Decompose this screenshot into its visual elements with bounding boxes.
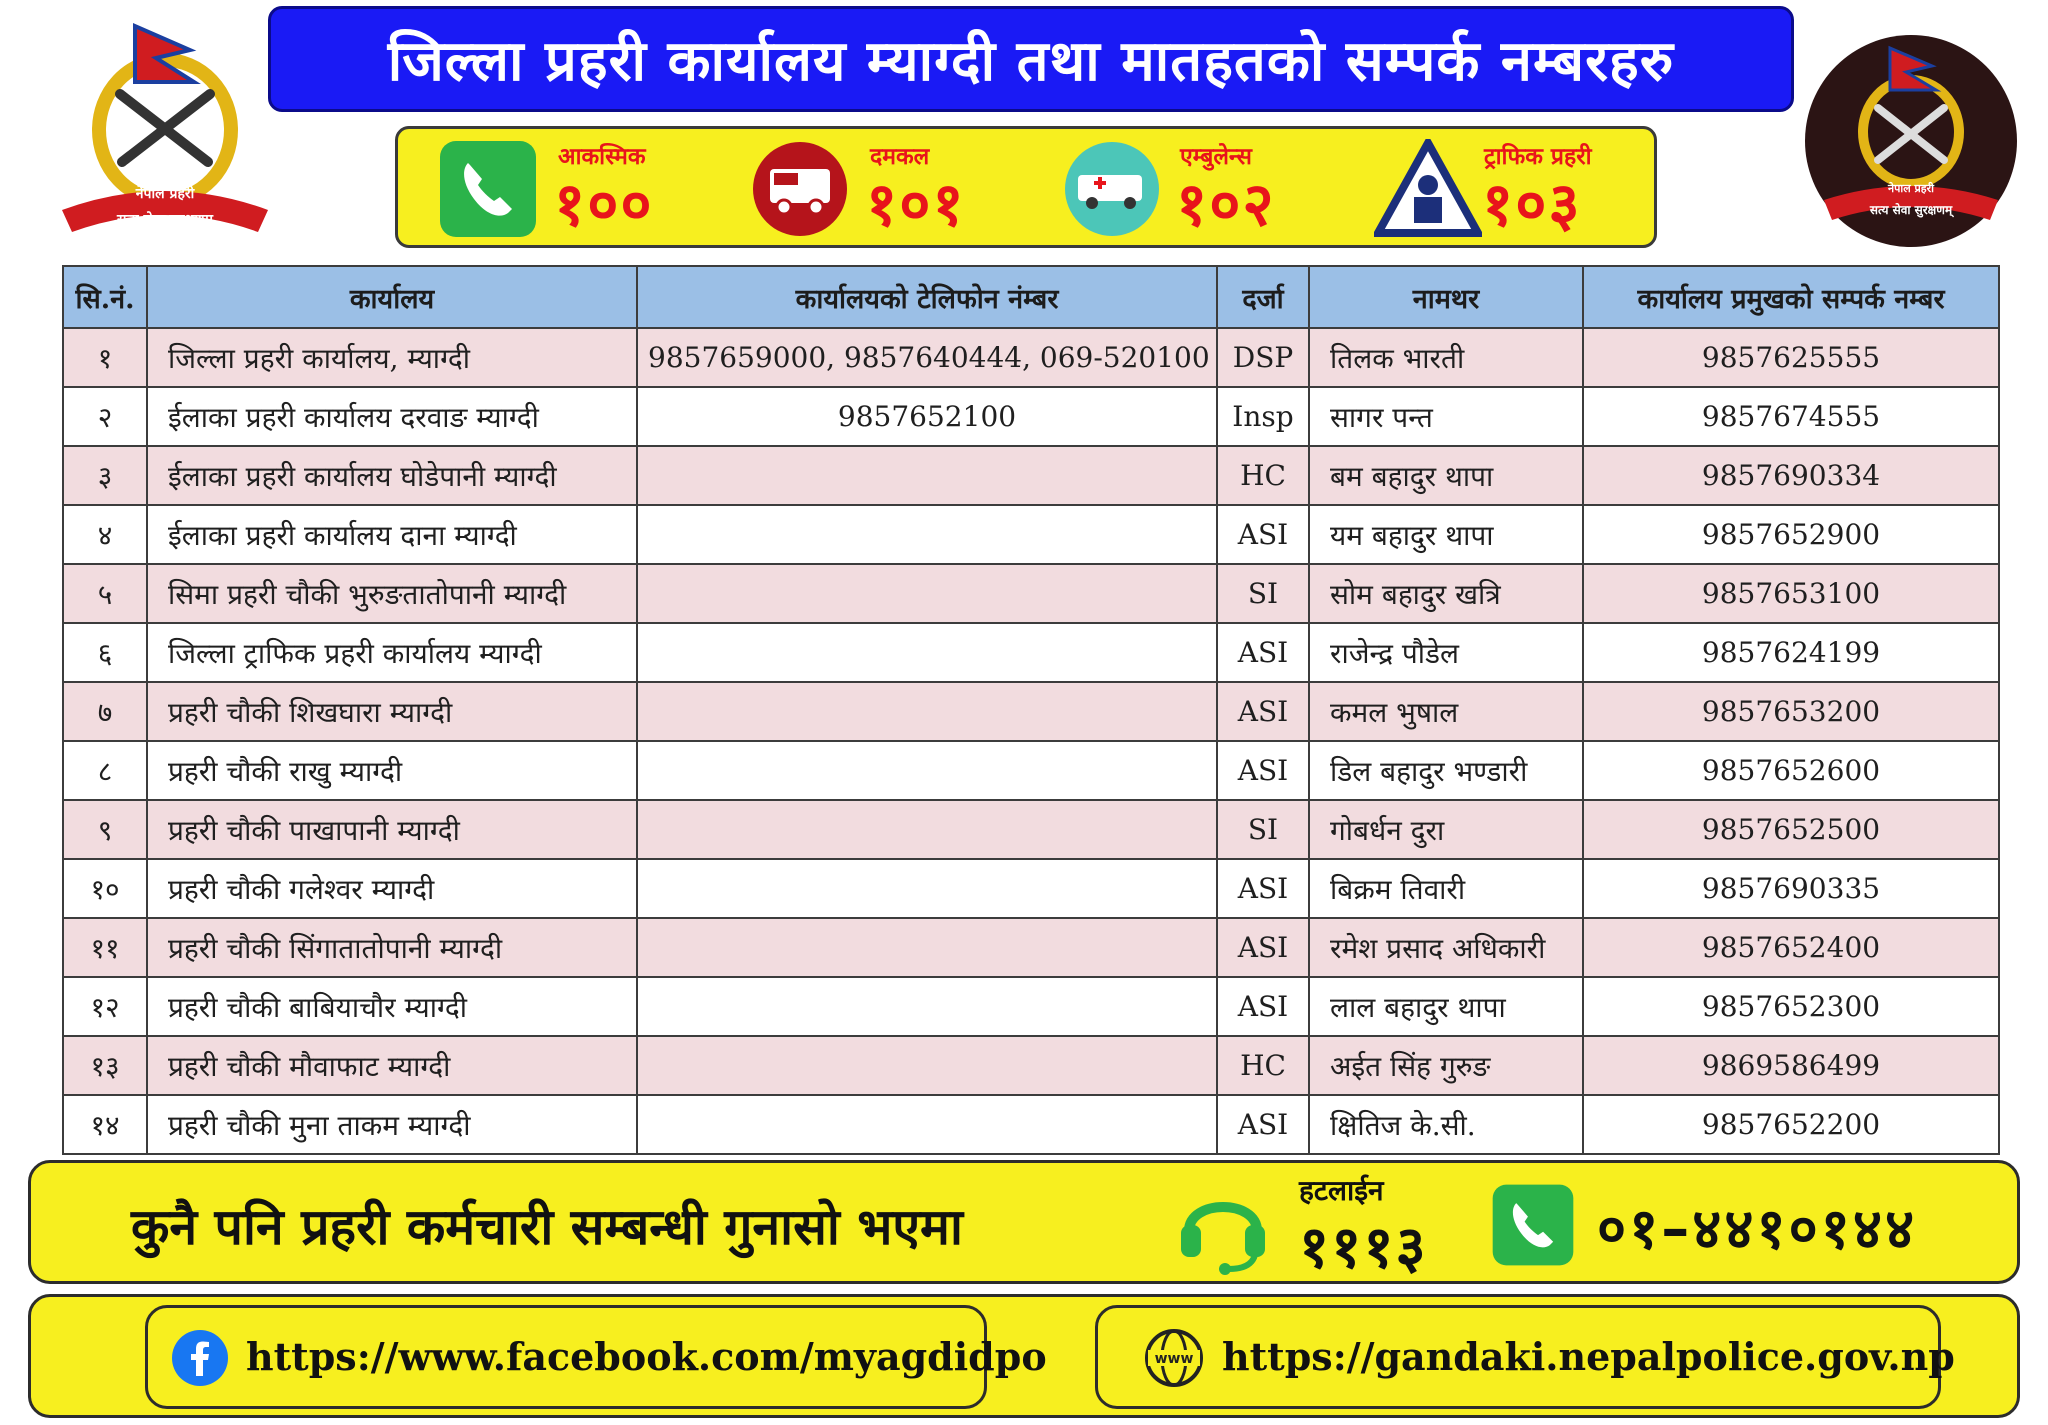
cell-name: डिल बहादुर भण्डारी [1309,741,1583,800]
cell-rank: ASI [1217,505,1309,564]
cell-office-phone [637,682,1217,741]
emergency-item-103: ट्राफिक प्रहरी १०३ [1374,135,1654,243]
cell-office: प्रहरी चौकी गलेश्वर म्याग्दी [147,859,637,918]
cell-office: प्रहरी चौकी बाबियाचौर म्याग्दी [147,977,637,1036]
cell-rank: ASI [1217,918,1309,977]
cell-office-phone: 9857659000, 9857640444, 069-520100 [637,328,1217,387]
cell-contact: 9857653200 [1583,682,1999,741]
cell-name: कमल भुषाल [1309,682,1583,741]
phone-icon [438,139,538,239]
table-row [63,623,1999,682]
cell-office: जिल्ला ट्राफिक प्रहरी कार्यालय म्याग्दी [147,623,637,682]
cell-serial: ९ [63,800,147,859]
cell-rank: Insp [1217,387,1309,446]
cell-office-phone [637,564,1217,623]
cell-serial: ३ [63,446,147,505]
cell-serial: ४ [63,505,147,564]
cell-contact: 9857652200 [1583,1095,1999,1154]
table-row [63,328,1999,387]
page-title: जिल्ला प्रहरी कार्यालय म्याग्दी तथा मातहतको सम्पर्क नम्बरहरु [387,29,1675,94]
facebook-icon [170,1328,230,1388]
svg-text:नेपाल प्रहरी: नेपाल प्रहरी [135,186,195,202]
cell-rank: HC [1217,446,1309,505]
cell-office: सिमा प्रहरी चौकी भुरुङतातोपानी म्याग्दी [147,564,637,623]
table-row [63,800,1999,859]
cell-office: प्रहरी चौकी सिंगातातोपानी म्याग्दी [147,918,637,977]
emergency-item-101: दमकल १०१ [750,135,1020,243]
cell-name: राजेन्द्र पौडेल [1309,623,1583,682]
table-row [63,977,1999,1036]
cell-office: ईलाका प्रहरी कार्यालय घोडेपानी म्याग्दी [147,446,637,505]
table-row [63,446,1999,505]
emergency-item-102: एम्बुलेन्स १०२ [1062,135,1332,243]
cell-rank: ASI [1217,977,1309,1036]
cell-contact: 9857652600 [1583,741,1999,800]
headset-icon [1173,1175,1273,1275]
cell-serial: ६ [63,623,147,682]
cell-serial: १३ [63,1036,147,1095]
globe-icon [1142,1326,1206,1390]
cell-office-phone [637,918,1217,977]
cell-rank: ASI [1217,859,1309,918]
cell-rank: DSP [1217,328,1309,387]
contact-table [62,265,2000,1155]
facebook-link-box[interactable] [145,1305,1047,1409]
cell-office-phone [637,446,1217,505]
fire-truck-icon [750,139,850,239]
cell-contact: 9869586499 [1583,1036,1999,1095]
cell-rank: SI [1217,564,1309,623]
table-row [63,859,1999,918]
title-banner [268,6,1794,112]
cell-name: लाल बहादुर थापा [1309,977,1583,1036]
cell-contact: 9857690334 [1583,446,1999,505]
cell-office: प्रहरी चौकी शिखघारा म्याग्दी [147,682,637,741]
cell-office-phone [637,859,1217,918]
cell-name: सोम बहादुर खत्रि [1309,564,1583,623]
cell-name: यम बहादुर थापा [1309,505,1583,564]
cell-contact: 9857652400 [1583,918,1999,977]
cell-contact: 9857652300 [1583,977,1999,1036]
cell-name: गोबर्धन दुरा [1309,800,1583,859]
cell-serial: ५ [63,564,147,623]
cell-office: प्रहरी चौकी मौवाफाट म्याग्दी [147,1036,637,1095]
table-header-row [63,266,1999,328]
cell-contact: 9857653100 [1583,564,1999,623]
emergency-item-100: आकस्मिक १०० [438,135,708,243]
emergency-numbers-strip [395,126,1657,248]
table-row [63,1036,1999,1095]
hotline-number: १११३ [1299,1213,1428,1281]
header-office: कार्यालय [147,266,637,328]
traffic-police-icon [1374,139,1482,239]
cell-office-phone [637,741,1217,800]
cell-office-phone [637,800,1217,859]
cell-office-phone [637,623,1217,682]
cell-serial: २ [63,387,147,446]
cell-office: प्रहरी चौकी मुना ताकम म्याग्दी [147,1095,637,1154]
cell-rank: ASI [1217,623,1309,682]
header-office-phone: कार्यालयको टेलिफोन नंम्बर [637,266,1217,328]
header-chief-contact: कार्यालय प्रमुखको सम्पर्क नम्बर [1583,266,1999,328]
hotline-label: हटलाईन [1299,1174,1384,1207]
cell-contact: 9857652900 [1583,505,1999,564]
cell-serial: १० [63,859,147,918]
cell-serial: १४ [63,1095,147,1154]
cell-name: रमेश प्रसाद अधिकारी [1309,918,1583,977]
cell-office-phone [637,977,1217,1036]
svg-text:सत्य सेवा सुरक्षणम्: सत्य सेवा सुरक्षणम् [117,212,213,228]
cell-serial: ११ [63,918,147,977]
cell-office: ईलाका प्रहरी कार्यालय दाना म्याग्दी [147,505,637,564]
cell-serial: १ [63,328,147,387]
cell-rank: SI [1217,800,1309,859]
table-row [63,564,1999,623]
cell-serial: १२ [63,977,147,1036]
cell-rank: HC [1217,1036,1309,1095]
table-row [63,918,1999,977]
facebook-link[interactable]: https://www.facebook.com/myagdidpo [246,1334,1047,1379]
website-link-box[interactable] [1095,1305,1955,1409]
nepal-police-logo-left [52,22,278,240]
cell-serial: ८ [63,741,147,800]
cell-name: क्षितिज के.सी. [1309,1095,1583,1154]
cell-office-phone [637,505,1217,564]
nepal-police-logo-right [1798,32,2024,250]
table-row [63,505,1999,564]
svg-text:नेपाल प्रहरी: नेपाल प्रहरी [1888,182,1934,195]
ambulance-icon [1062,139,1162,239]
cell-contact: 9857652500 [1583,800,1999,859]
cell-office: ईलाका प्रहरी कार्यालय दरवाङ म्याग्दी [147,387,637,446]
cell-name: अईत सिंह गुरुङ [1309,1036,1583,1095]
cell-rank: ASI [1217,682,1309,741]
table-row [63,682,1999,741]
cell-name: सागर पन्त [1309,387,1583,446]
cell-office-phone [637,1036,1217,1095]
cell-office: प्रहरी चौकी राखु म्याग्दी [147,741,637,800]
grievance-bar [28,1160,2020,1284]
cell-contact: 9857674555 [1583,387,1999,446]
cell-contact: 9857624199 [1583,623,1999,682]
svg-text:www: www [1154,1351,1194,1367]
cell-serial: ७ [63,682,147,741]
header-rank: दर्जा [1217,266,1309,328]
cell-office: प्रहरी चौकी पाखापानी म्याग्दी [147,800,637,859]
header-serial: सि.नं. [63,266,147,328]
grievance-text: कुनै पनि प्रहरी कर्मचारी सम्बन्धी गुनासो भएमा [131,1198,963,1256]
cell-rank: ASI [1217,1095,1309,1154]
phone-icon [1491,1183,1575,1267]
table-row [63,741,1999,800]
cell-name: बिक्रम तिवारी [1309,859,1583,918]
cell-office: जिल्ला प्रहरी कार्यालय, म्याग्दी [147,328,637,387]
website-link[interactable]: https://gandaki.nepalpolice.gov.np [1222,1334,1955,1379]
cell-contact: 9857625555 [1583,328,1999,387]
cell-office-phone [637,1095,1217,1154]
grievance-phone-number: ०१–४४१०१४४ [1597,1197,1918,1262]
table-row [63,387,1999,446]
table-row [63,1095,1999,1154]
cell-name: तिलक भारती [1309,328,1583,387]
cell-name: बम बहादुर थापा [1309,446,1583,505]
header-name: नामथर [1309,266,1583,328]
svg-text:सत्य सेवा सुरक्षणम्: सत्य सेवा सुरक्षणम् [1869,203,1953,217]
cell-office-phone: 9857652100 [637,387,1217,446]
cell-contact: 9857690335 [1583,859,1999,918]
cell-rank: ASI [1217,741,1309,800]
links-bar [28,1294,2020,1418]
